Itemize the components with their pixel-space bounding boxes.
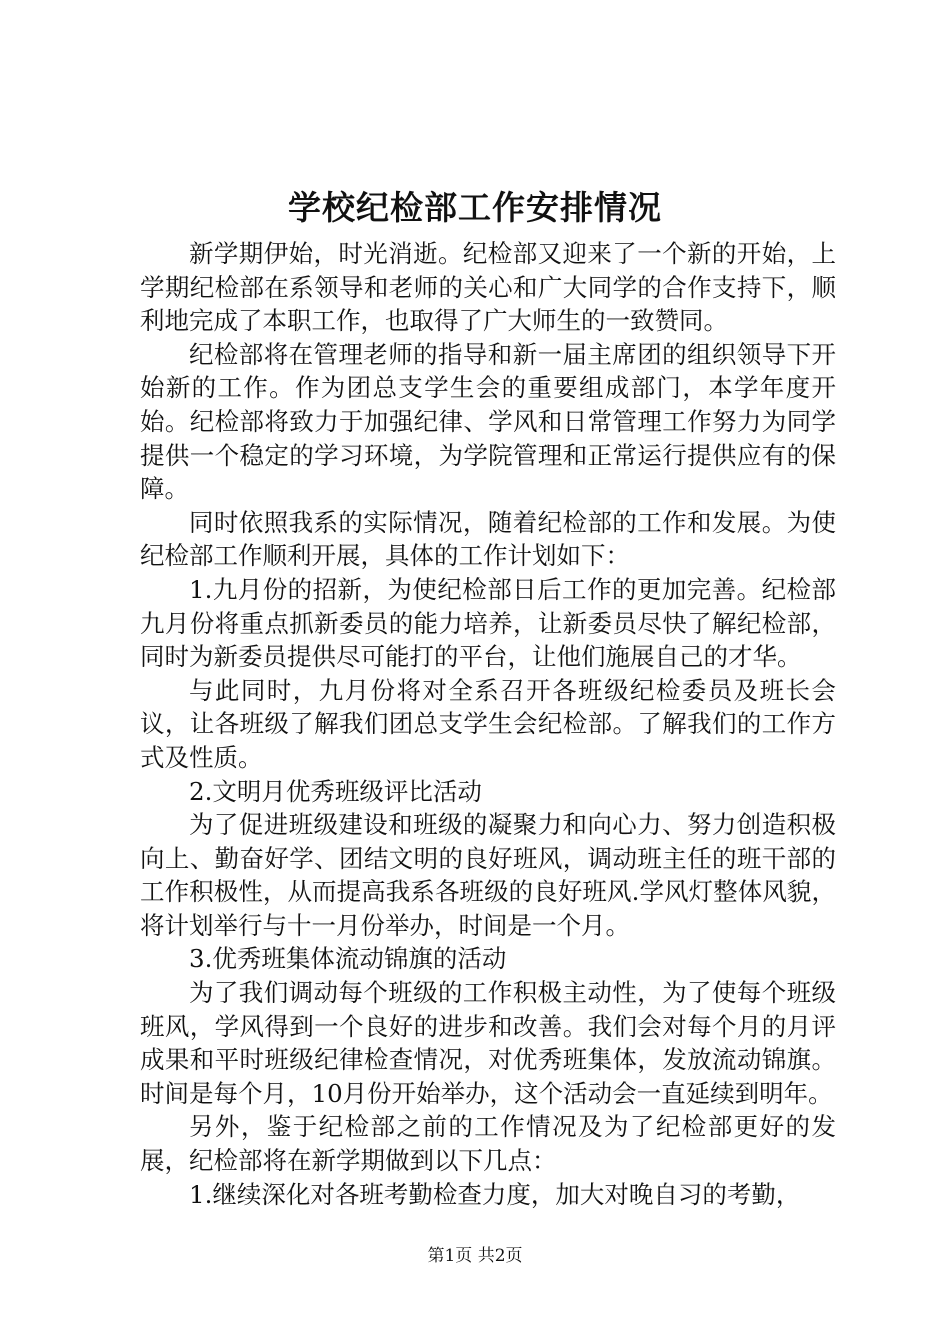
paragraph: 纪检部将在管理老师的指导和新一届主席团的组织领导下开始新的工作。作为团总支学生会的重要组成部门，本学年度开始。纪检部将致力于加强纪律、学风和日常管理工作努力为同学提供一个稳定的学习环境，为学院管理和正常运行提供应有的保障。	[140, 339, 836, 504]
paragraph: 与此同时，九月份将对全系召开各班级纪检委员及班长会议，让各班级了解我们团总支学生会纪检部。了解我们的工作方式及性质。	[140, 675, 836, 772]
paragraph: 另外，鉴于纪检部之前的工作情况及为了纪检部更好的发展，纪检部将在新学期做到以下几点：	[140, 1112, 836, 1176]
paragraph: 1.继续深化对各班考勤检查力度，加大对晚自习的考勤，	[189, 1179, 801, 1209]
paragraph: 新学期伊始，时光消逝。纪检部又迎来了一个新的开始，上学期纪检部在系领导和老师的关心和广大同学的合作支持下，顺利地完成了本职工作，也取得了广大师生的一致赞同。	[140, 239, 836, 336]
document-title: 学校纪检部工作安排情况	[288, 188, 662, 227]
section-heading: 3.优秀班集体流动锦旗的活动	[189, 944, 507, 974]
section-heading: 2.文明月优秀班级评比活动	[189, 776, 482, 806]
paragraph: 为了促进班级建设和班级的凝聚力和向心力、努力创造积极向上、勤奋好学、团结文明的良好班风，调动班主任的班干部的工作积极性，从而提高我系各班级的良好班风.学风灯整体风貌，将计划举行与十一月份举办，时间是一个月。	[140, 810, 836, 940]
paragraph: 1.九月份的招新，为使纪检部日后工作的更加完善。纪检部九月份将重点抓新委员的能力培养，让新委员尽快了解纪检部，同时为新委员提供尽可能打的平台，让他们施展自己的才华。	[140, 574, 836, 672]
page-footer: 第1页 共2页	[427, 1246, 523, 1266]
document-body	[140, 237, 836, 1211]
paragraph: 为了我们调动每个班级的工作积极主动性，为了使每个班级班风，学风得到一个良好的进步和改善。我们会对每个月的月评成果和平时班级纪律检查情况，对优秀班集体，发放流动锦旗。时间是每个月，10月份开始举办，这个活动会一直延续到明年。	[140, 978, 836, 1108]
paragraph: 同时依照我系的实际情况，随着纪检部的工作和发展。为使纪检部工作顺利开展，具体的工作计划如下：	[140, 507, 836, 571]
